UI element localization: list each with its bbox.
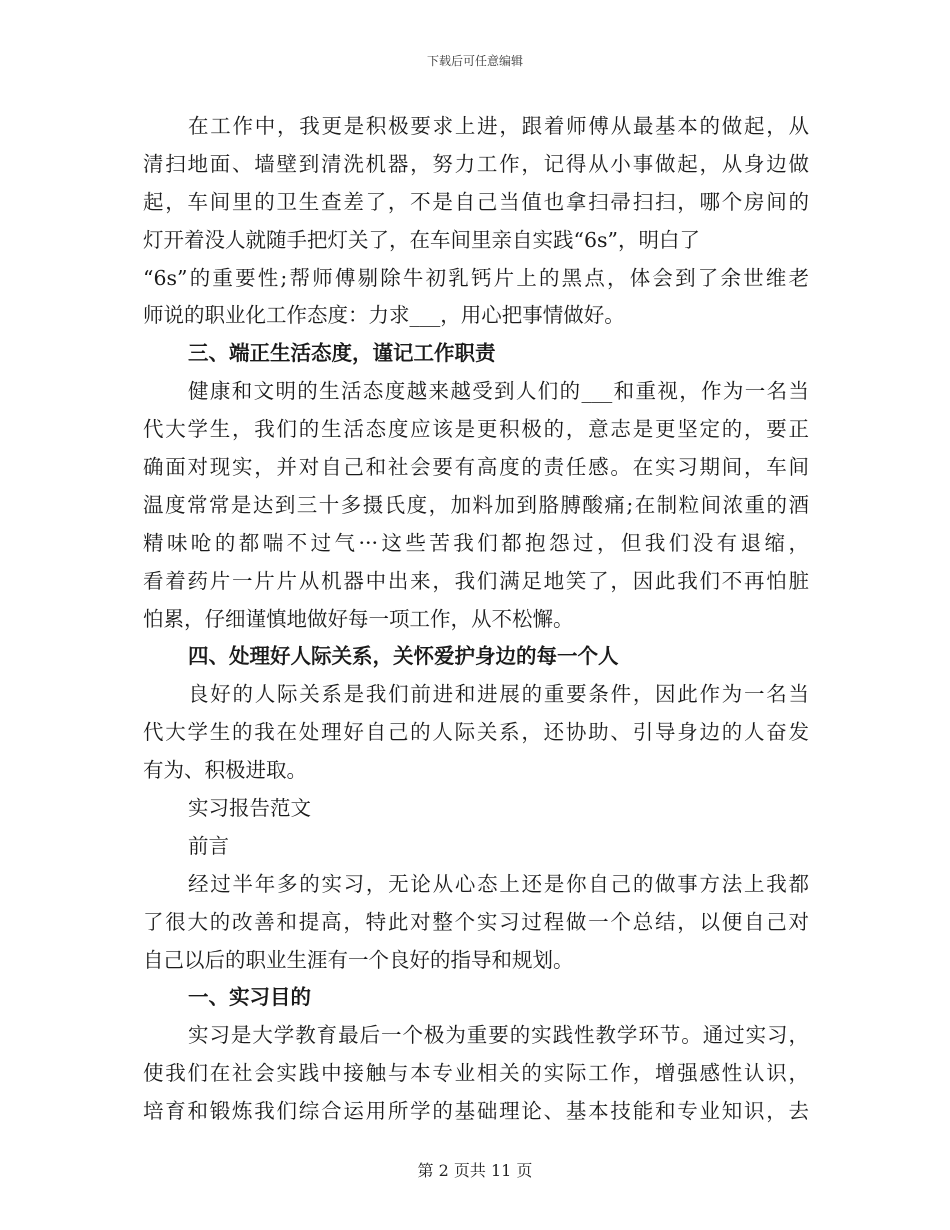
paragraph-line: 确面对现实，并对自己和社会要有高度的责任感。在实习期间，车间 (143, 455, 809, 480)
paragraph-line: 使我们在社会实践中接触与本专业相关的实际工作，增强感性认识， (143, 1061, 809, 1086)
paragraph-line: 代大学生的我在处理好自己的人际关系，还协助、引导身边的人奋发 (143, 720, 809, 745)
paragraph-line: 灯开着没人就随手把灯关了，在车间里亲自实践“6s”，明白了 (143, 227, 701, 252)
paragraph-line: “6s”的重要性;帮师傅剔除牛初乳钙片上的黑点，体会到了余世维老 (143, 265, 809, 290)
paragraph-line: 自己以后的职业生涯有一个良好的指导和规划。 (143, 947, 574, 972)
paragraph-line: 实习是大学教育最后一个极为重要的实践性教学环节。通过实习， (188, 1023, 809, 1048)
paragraph-line: 师说的职业化工作态度：力求___，用心把事情做好。 (143, 303, 625, 328)
paragraph-line: 了很大的改善和提高，特此对整个实习过程做一个总结，以便自己对 (143, 909, 809, 934)
paragraph-line: 精味呛的都喘不过气···这些苦我们都抱怨过，但我们没有退缩， (143, 530, 809, 555)
paragraph-line: 怕累，仔细谨慎地做好每一项工作，从不松懈。 (143, 606, 574, 631)
section-heading: 一、实习目的 (188, 985, 311, 1010)
preface-heading: 前言 (188, 833, 229, 858)
paragraph-line: 培育和锻炼我们综合运用所学的基础理论、基本技能和专业知识，去 (143, 1099, 809, 1124)
paragraph-line: 代大学生，我们的生活态度应该是更积极的，意志是更坚定的，要正 (143, 417, 809, 442)
paragraph-line: 经过半年多的实习，无论从心态上还是你自己的做事方法上我都 (188, 871, 809, 896)
paragraph-line: 看着药片一片片从机器中出来，我们满足地笑了，因此我们不再怕脏 (143, 568, 809, 593)
page-footer: 第 2 页共 11 页 (417, 1161, 533, 1180)
section-heading: 四、处理好人际关系，关怀爱护身边的每一个人 (188, 644, 619, 669)
paragraph-line: 有为、积极进取。 (143, 758, 307, 783)
paragraph-line: 良好的人际关系是我们前进和进展的重要条件，因此作为一名当 (188, 682, 809, 707)
paragraph-line: 清扫地面、墙壁到清洗机器，努力工作，记得从小事做起，从身边做 (143, 151, 809, 176)
paragraph-line: 在工作中，我更是积极要求上进，跟着师傅从最基本的做起，从 (188, 114, 809, 138)
section-heading: 三、端正生活态度，谨记工作职责 (188, 341, 496, 366)
page-header: 下载后可任意编辑 (426, 54, 523, 68)
paragraph-line: 温度常常是达到三十多摄氏度，加料加到胳膊酸痛;在制粒间浓重的酒 (143, 492, 809, 517)
document-body (143, 108, 809, 1131)
paragraph-line: 起，车间里的卫生查差了，不是自己当值也拿扫帚扫扫，哪个房间的 (143, 189, 809, 214)
paragraph-line: 健康和文明的生活态度越来越受到人们的___和重视，作为一名当 (188, 379, 809, 404)
document-title: 实习报告范文 (188, 796, 311, 821)
